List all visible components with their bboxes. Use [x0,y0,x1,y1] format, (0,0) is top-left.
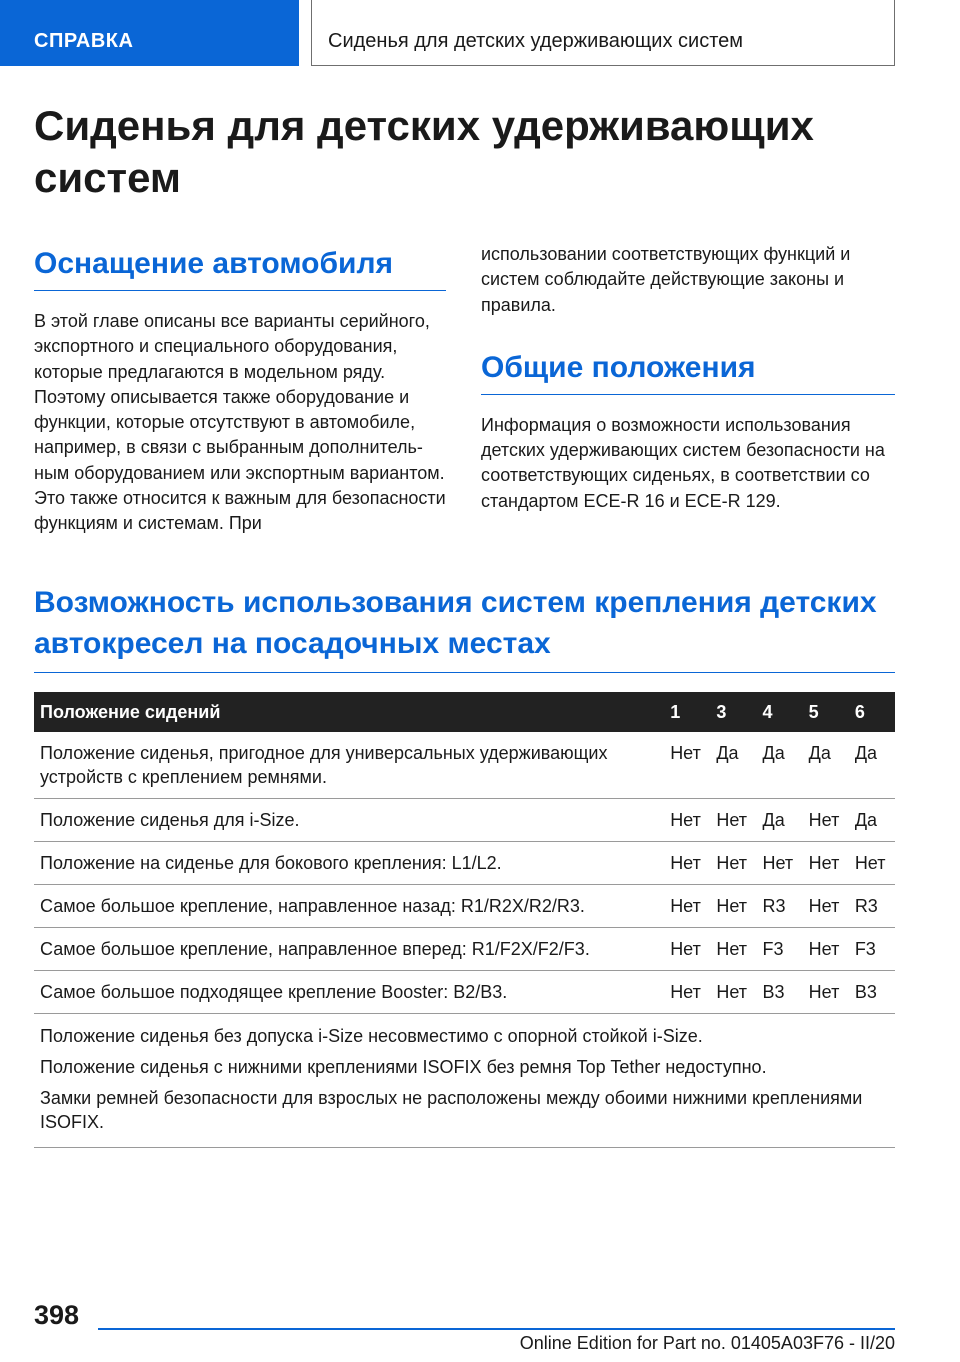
table-note: Положение сиденья с нижними креплениями ISOFIX без ремня Top Tether недоступно. [40,1057,767,1077]
cell-value: Да [757,799,803,842]
cell-value: Нет [664,885,710,928]
cell-value: Нет [710,885,756,928]
row-label: Самое большое подходящее крепление Booster: B2/B3. [34,971,664,1014]
cell-value: R3 [849,885,895,928]
row-label: Самое большое крепление, направленное назад: R1/R2X/R2/R3. [34,885,664,928]
equipment-text-continued: использовании соответствующих функций и систем соблюдайте действующие законы и правила. [481,244,851,315]
table-row [34,732,895,799]
isofix-heading: Возможность использования систем крепления детских автокресел на посадочных местах [34,582,895,673]
table-notes [34,1014,895,1148]
header-title: Сиденья для детских удерживающих систем [328,30,744,52]
table-header-row [34,692,895,732]
cell-value: Нет [803,928,849,971]
header-section-label: СПРАВКА [34,30,134,52]
header-seat-position: Положение сидений [34,692,664,732]
cell-value: Нет [803,842,849,885]
cell-value: Нет [757,842,803,885]
right-column [481,240,895,514]
cell-value: Нет [710,971,756,1014]
page-number: 398 [34,1300,80,1330]
cell-value: B3 [757,971,803,1014]
equipment-text: В этой главе описаны все варианты серийного, экспортного и специального оборудования, которые предлагаются в модельном ряду. Поэтому описывается также оборудование и функции, которые отсутствуют в автомобиле, например, в связи с выбранным дополнительным оборудованием или экспортным вариантом. Это также относится к важным для безопасности функциям и системам. При [34,311,446,534]
footer-edition: Online Edition for Part no. 01405A03F76 - II/20 [519,1333,895,1353]
page-title: Сиденья для детских удерживающих систем [34,102,814,201]
cell-value: Нет [710,928,756,971]
header-section-tab [0,0,299,66]
table-row [34,842,895,885]
cell-value: Нет [710,842,756,885]
header-seat-4: 4 [757,692,803,732]
header-title-box [311,0,895,66]
cell-value: Нет [664,928,710,971]
cell-value: F3 [757,928,803,971]
cell-value: F3 [849,928,895,971]
equipment-heading: Оснащение автомобиля [34,244,446,291]
table-notes-row [34,1014,895,1148]
table-row [34,885,895,928]
row-label: Самое большое крепление, направленное вперед: R1/F2X/F2/F3. [34,928,664,971]
cell-value: Нет [803,799,849,842]
table-note: Положение сиденья без допуска i-Size несовместимо с опорной стойкой i-Size. [40,1026,703,1046]
cell-value: B3 [849,971,895,1014]
cell-value: Нет [803,971,849,1014]
cell-value: Нет [664,732,710,799]
cell-value: Нет [664,799,710,842]
cell-value: Да [710,732,756,799]
cell-value: Да [803,732,849,799]
cell-value: Да [757,732,803,799]
row-label: Положение сиденья, пригодное для универсальных удерживающих устройств с креплением ремнями. [34,732,664,799]
header-seat-5: 5 [803,692,849,732]
table-note: Замки ремней безопасности для взрослых не расположены между обоими нижними креплениями ISOFIX. [40,1088,863,1132]
general-heading: Общие положения [481,348,895,395]
cell-value: Нет [803,885,849,928]
footer-divider [98,1328,895,1330]
cell-value: Нет [710,799,756,842]
table-row [34,971,895,1014]
cell-value: Нет [664,971,710,1014]
table-row [34,799,895,842]
left-column [34,240,446,537]
header-seat-6: 6 [849,692,895,732]
cell-value: Да [849,799,895,842]
row-label: Положение на сиденье для бокового крепления: L1/L2. [34,842,664,885]
header-seat-1: 1 [664,692,710,732]
isofix-section [34,582,895,673]
header-seat-3: 3 [710,692,756,732]
row-label: Положение сиденья для i-Size. [34,799,664,842]
cell-value: Нет [664,842,710,885]
cell-value: Нет [849,842,895,885]
cell-value: R3 [757,885,803,928]
table-row [34,928,895,971]
seat-positions-table [34,692,895,1148]
general-text: Информация о возможности использования детских удерживающих систем безопасности на соответствующих сиденьях, в соответствии со стандартом ECE-R 16 и ECE-R 129. [481,414,885,511]
cell-value: Да [849,732,895,799]
